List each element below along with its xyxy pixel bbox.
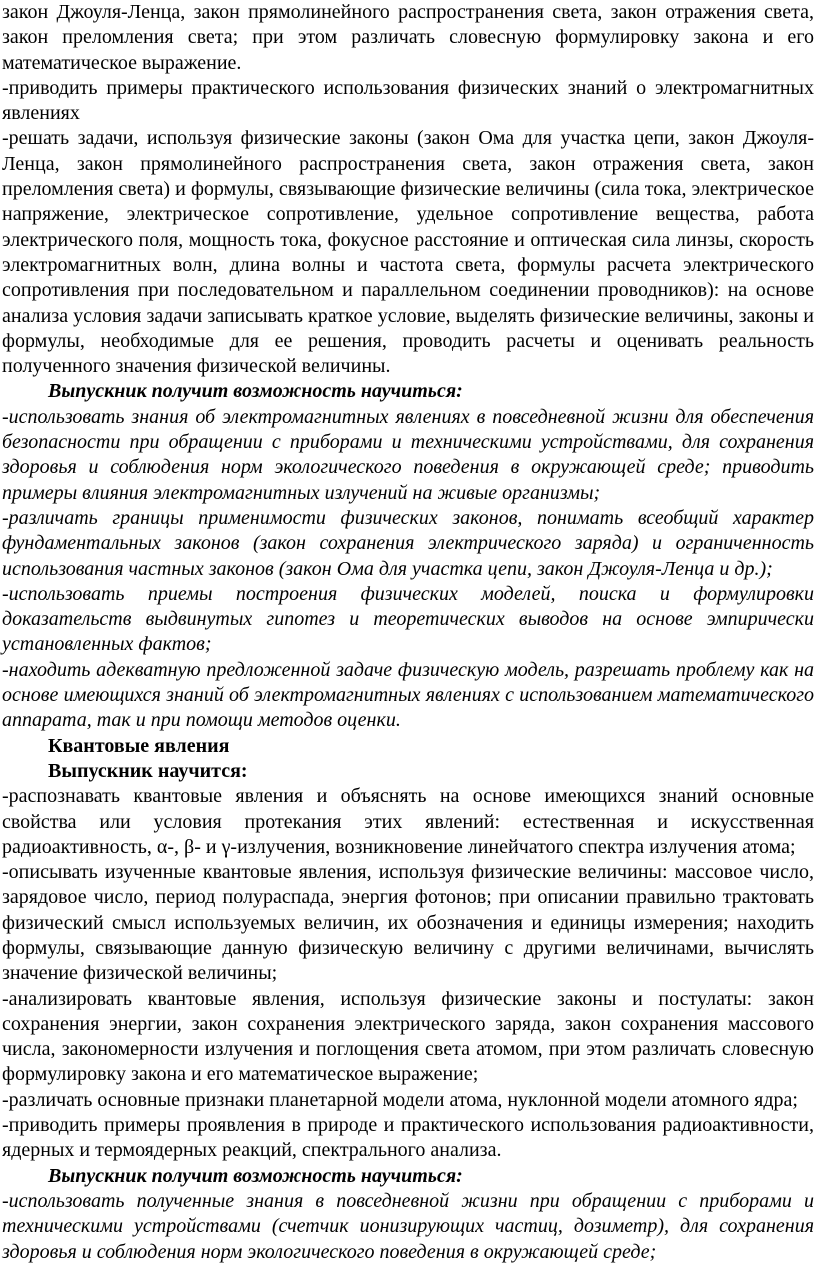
paragraph-opportunity-1: -использовать знания об электромагнитных явлениях в повседневной жизни для обеспечения безопасности при обращении с приборами и техническими устройствами, для сохранения здоровья и соблюдения норм экологического поведения в окружающей среде; приводить примеры влияния электромагнитных излучений на живые организмы;: [2, 405, 814, 504]
paragraph-learn-4: -различать основные признаки планетарной модели атома, нуклонной модели атомного ядра;: [2, 1088, 798, 1111]
heading-opportunity-electromagnetic: Выпускник получит возможность научиться:: [48, 380, 463, 403]
paragraph-learn-2: -описывать изученные квантовые явления, используя физические величины: массовое число, зарядовое число, период полураспада, энергия фотонов; при описании правильно трактовать физический смысл используемых величин, их обозначения и единицы измерения; находить формулы, связывающие данную физическую величину с другими величинами, вычислять значение физической величины;: [2, 861, 814, 985]
paragraph-learn-1: -распознавать квантовые явления и объяснять на основе имеющихся знаний основные свойства или условия протекания этих явлений: естественная и искусственная радиоактивность, α-, β- и γ-излучения, возникновение линейчатого спектра излучения атома;: [2, 785, 814, 858]
paragraph-learn-3: -анализировать квантовые явления, используя физические законы и постулаты: закон сохранения энергии, закон сохранения электрического заряда, закон сохранения массового числа, закономерности излучения и поглощения света атомом, при этом различать словесную формулировку закона и его математическое выражение;: [2, 987, 814, 1086]
paragraph-laws-continuation: закон Джоуля-Ленца, закон прямолинейного распространения света, закон отражения света, закон преломления света; при этом различать словесную формулировку закона и его математическое выражение.: [2, 1, 814, 74]
paragraph-practical-examples: -приводить примеры практического использования физических знаний о электромагнитных явлениях: [2, 76, 814, 125]
paragraph-learn-5: -приводить примеры проявления в природе и практического использования радиоактивности, ядерных и термоядерных реакций, спектрального анализа.: [2, 1114, 814, 1162]
heading-opportunity-quantum: Выпускник получит возможность научиться:: [48, 1164, 463, 1187]
paragraph-opportunity-quantum-1: -использовать полученные знания в повседневной жизни при обращении с приборами и техническими устройствами (счетчик ионизирующих частиц, дозиметр), для сохранения здоровья и соблюдения норм экологического поведения в окружающей среде;: [2, 1189, 814, 1263]
paragraph-opportunity-2: -различать границы применимости физических законов, понимать всеобщий характер фундаментальных законов (закон сохранения электрического заряда) и ограниченность использования частных законов (закон Ома для участка цепи, закон Джоуля-Ленца и др.);: [2, 506, 814, 580]
section-title-quantum: Квантовые явления: [48, 734, 230, 757]
paragraph-opportunity-3: -использовать приемы построения физических моделей, поиска и формулировки доказательств выдвинутых гипотез и теоретических выводов на основе эмпирически установленных фактов;: [2, 582, 814, 656]
paragraph-solve-problems: -решать задачи, используя физические законы (закон Ома для участка цепи, закон Джоуля-Ленца, закон прямолинейного распространения света, закон отражения света, закон преломления света) и формулы, связывающие физические величины (сила тока, электрическое напряжение, электрическое сопротивление, удельное сопротивление вещества, работа электрического поля, мощность тока, фокусное расстояние и оптическая сила линзы, скорость электромагнитных волн, длина волны и частота света, формулы расчета электрического сопротивления при последовательном и параллельном соединении проводников): на основе анализа условия задачи записывать краткое условие, выделять физические величины, законы и формулы, необходимые для ее решения, проводить расчеты и оценивать реальность полученного значения физической величины.: [2, 127, 814, 378]
paragraph-opportunity-4: -находить адекватную предложенной задаче физическую модель, разрешать проблему как на основе имеющихся знаний об электромагнитных явлениях с использованием математического аппарата, так и при помощи методов оценки.: [2, 658, 814, 732]
heading-learn-quantum: Выпускник научится:: [48, 759, 248, 782]
